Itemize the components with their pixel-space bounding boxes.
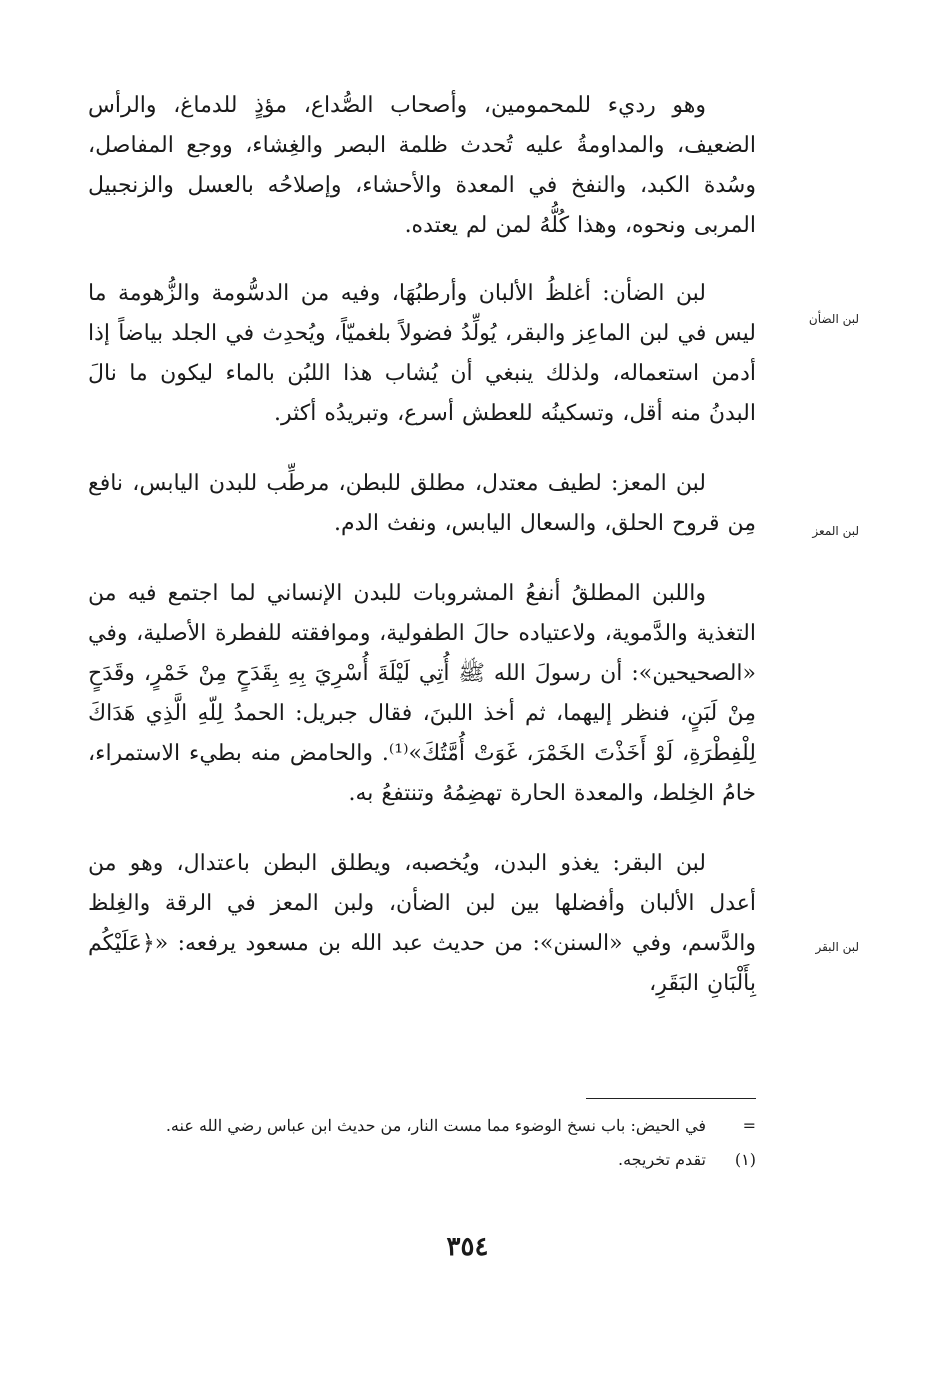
footnote-separator [586, 1098, 756, 1099]
footnote-text: تقدم تخريجه. [618, 1150, 706, 1169]
paragraph-cow-milk: لبن البقر: يغذو البدن، ويُخصبه، ويطلق البطن باعتدال، وهو من أعدل الألبان وأفضلها بين لبن الضأن، ولبن المعز في الرقة والغِلظ والدَّسم، وفي «السنن»: من حديث عبد الله بن مسعود يرفعه: «﴿عَلَيْكُم بِأَلْبَانِ البَقَرِ، [88, 851, 756, 996]
footnote-marker: (١) [734, 1150, 756, 1169]
main-text [88, 86, 756, 1034]
footnotes [88, 1112, 756, 1180]
page-number: ٣٥٤ [446, 1232, 489, 1262]
footnote-1 [88, 1146, 756, 1174]
paragraph-milk-general: واللبن المطلقُ أنفعُ المشروبات للبدن الإنساني لما اجتمع فيه من التغذية والدَّموية، ولاعتياده حالَ الطفولية، وموافقته للفطرة الأصلية، وفي «الصحيحين»: أن رسولَ الله ﷺ أُتِي لَيْلَةَ أُسْرِيَ بِهِ بِقَدَحٍ مِنْ خَمْرٍ، وقَدَحٍ مِنْ لَبَنٍ، فنظر إليهما، ثم أخذ اللبنَ، فقال جبريل: الحمدُ لِلّهِ الَّذِي هَدَاكَ لِلْفِطْرَةِ، لَوْ أَخَذْتَ الخَمْرَ، غَوَتْ أُمَّتُكَ»⁽¹⁾. والحامض منه بطيء الاستمراء، خامُ الخِلط، والمعدة الحارة تهضِمُهُ وتنتفعُ به. [88, 581, 756, 806]
margin-note-sheep: لبن الضأن [808, 312, 859, 326]
paragraph-goat-milk: لبن المعز: لطيف معتدل، مطلق للبطن، مرطِّب للبدن اليابس، نافع مِن قروح الحلق، والسعال اليابس، ونفث الدم. [88, 471, 756, 536]
footnote-marker: = [742, 1116, 756, 1135]
footnote-text: في الحيض: باب نسخ الوضوء مما مست النار، من حديث ابن عباس رضي الله عنه. [165, 1116, 706, 1135]
margin-note-goat: لبن المعز [812, 524, 859, 538]
margin-note-cow: لبن البقر [815, 940, 859, 954]
footnote-continued [88, 1112, 756, 1140]
paragraph-1: وهو رديء للمحمومين، وأصحاب الصُّداع، مؤذٍ للدماغ، والرأس الضعيف، والمداومةُ عليه تُحدث ظلمة البصر والغِشاء، ووجع المفاصل، وسُدة الكبد، والنفخ في المعدة والأحشاء، وإصلاحُه بالعسل والزنجبيل المربى ونحوه، وهذا كُلُّهُ لمن لم يعتده. [88, 93, 756, 238]
paragraph-sheep-milk: لبن الضأن: أغلظُ الألبان وأرطبُهَا، وفيه من الدسُّومة والزُّهومة ما ليس في لبن الماعِز والبقر، يُولِّدُ فضولاً بلغميّاً، ويُحدِث في الجلد بياضاً إذا أدمن استعماله، ولذلك ينبغي أن يُشاب هذا اللبُن بالماء ليكون ما نالَ البدنُ منه أقل، وتسكينُه للعطش أسرع، وتبريدُه أكثر. [88, 281, 756, 426]
